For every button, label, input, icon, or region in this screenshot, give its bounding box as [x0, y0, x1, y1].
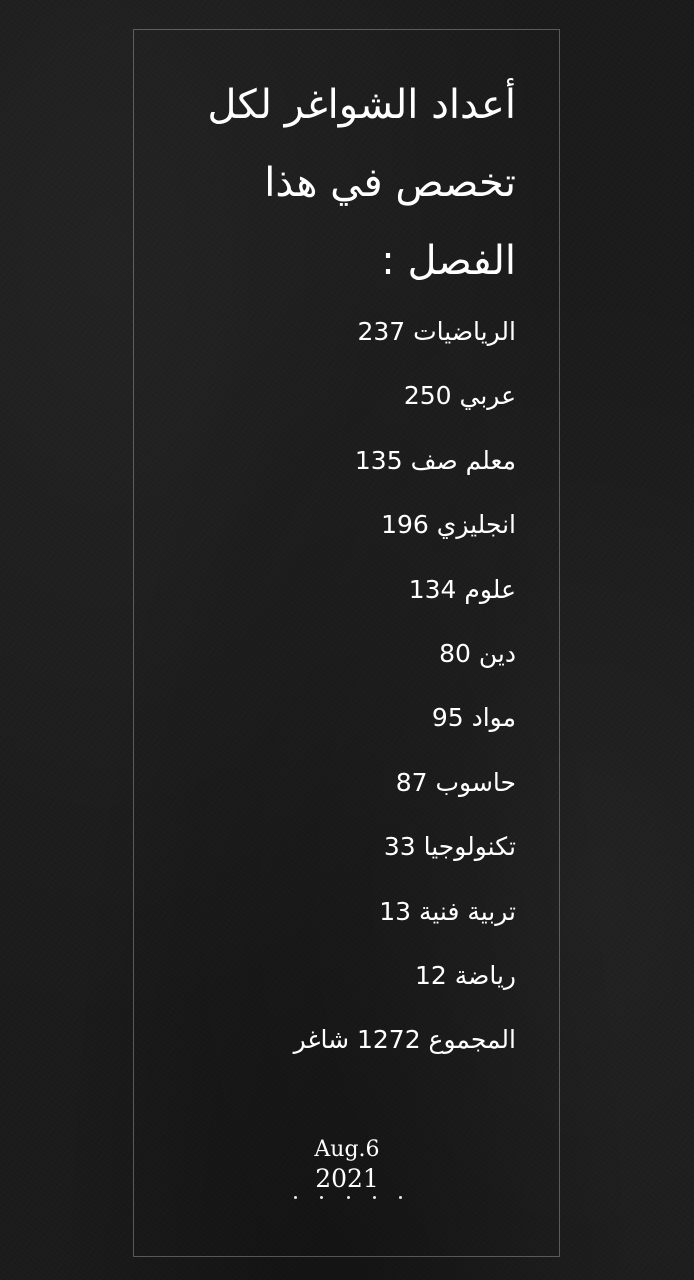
title-line: أعداد الشواغر لكل: [207, 82, 516, 128]
page-title: [136, 66, 516, 300]
vacancy-sports: رياضة 12: [414, 960, 516, 990]
vacancy-science: علوم 134: [408, 574, 516, 604]
post-date: [297, 1136, 397, 1194]
vacancy-art: تربية فنية 13: [379, 896, 516, 926]
vacancy-class-teacher: معلم صف 135: [354, 445, 516, 475]
vacancy-arabic: عربي 250: [403, 381, 516, 411]
dot-icon: [373, 1196, 376, 1199]
decorative-dots: [294, 1196, 402, 1199]
post-content: [136, 66, 516, 1089]
vacancy-english: انجليزي 196: [381, 510, 516, 540]
title-line: تخصص في هذا: [264, 160, 516, 206]
dot-icon: [399, 1196, 402, 1199]
title-line: الفصل :: [381, 238, 516, 284]
vacancy-list: [136, 316, 516, 1056]
vacancy-religion: دين 80: [439, 638, 516, 668]
vacancy-technology: تكنولوجيا 33: [383, 832, 516, 862]
date-year: 2021: [315, 1164, 379, 1193]
vacancy-subjects: مواد 95: [431, 703, 516, 733]
dot-icon: [320, 1196, 323, 1199]
vacancy-math: الرياضيات 237: [357, 317, 516, 346]
dot-icon: [347, 1196, 350, 1199]
dot-icon: [294, 1196, 297, 1199]
vacancy-total: المجموع 1272 شاغر: [293, 1025, 516, 1055]
date-month-day: Aug.6: [314, 1137, 380, 1162]
vacancy-computer: حاسوب 87: [395, 767, 516, 797]
